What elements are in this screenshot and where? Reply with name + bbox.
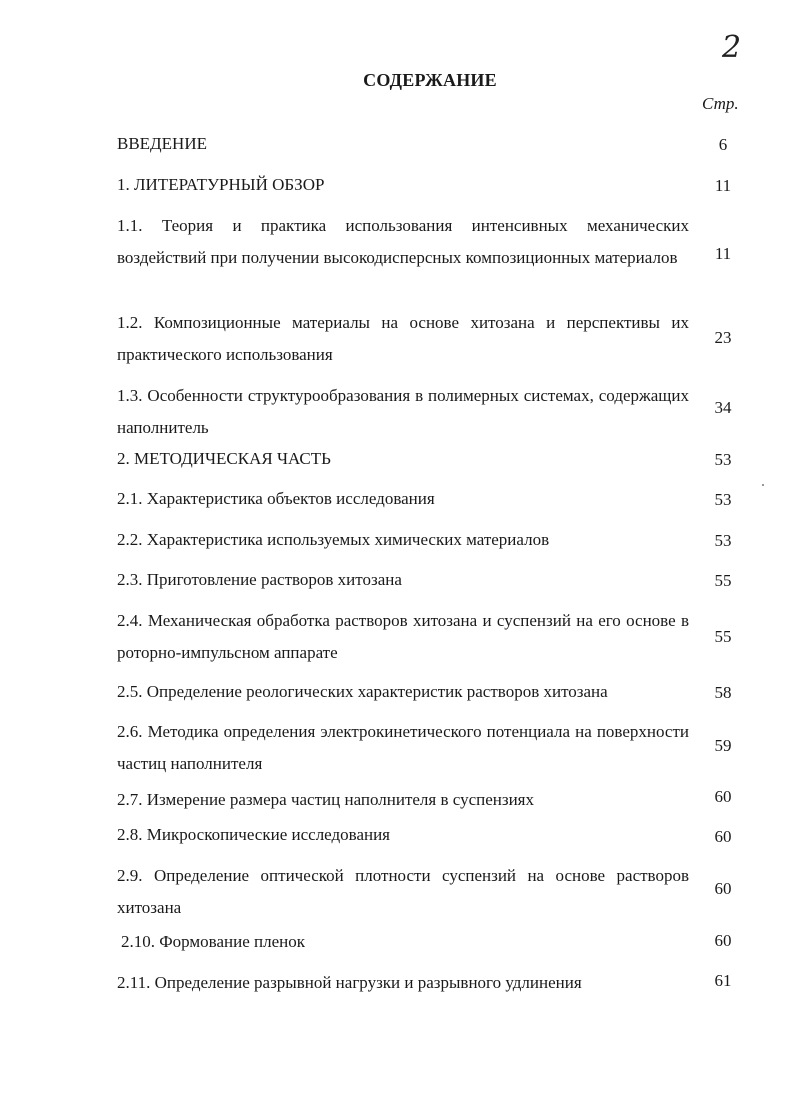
toc-page-2-1: 53: [714, 490, 732, 509]
toc-page-1-2: 23: [714, 328, 732, 347]
toc-entry-2-3: 2.3. Приготовление растворов хитозана: [117, 570, 402, 589]
toc-entry-2-2: 2.2. Характеристика используемых химических материалов: [117, 530, 550, 549]
toc-page-2-6: 59: [714, 736, 732, 755]
toc-entry-1: 1. ЛИТЕРАТУРНЫЙ ОБЗОР: [117, 175, 325, 194]
toc-page-2-5: 58: [714, 683, 732, 702]
toc-entry-2: 2. МЕТОДИЧЕСКАЯ ЧАСТЬ: [117, 449, 331, 468]
toc-entry-2-8: 2.8. Микроскопические исследования: [117, 825, 391, 844]
toc-page-2-3: 55: [714, 571, 732, 590]
toc-page-2-10: 60: [714, 931, 732, 950]
toc-entry-1-3: 1.3. Особенности структурообразования в полимерных системах, содержащих наполнитель: [117, 386, 689, 437]
scan-speck: [762, 484, 764, 486]
page-title: СОДЕРЖАНИЕ: [363, 70, 497, 90]
toc-page-2-7: 60: [714, 787, 732, 806]
toc-page-2-9: 60: [714, 879, 732, 898]
toc-entry-2-6: 2.6. Методика определения электрокинетического потенциала на поверхности частиц наполнителя: [117, 722, 689, 773]
toc-entry-intro: ВВЕДЕНИЕ: [117, 134, 207, 153]
toc-page-2-11: 61: [714, 971, 732, 990]
toc-entry-2-4: 2.4. Механическая обработка растворов хитозана и суспензий на его основе в роторно-импульсном аппарате: [117, 611, 689, 662]
toc-entry-2-10: 2.10. Формование пленок: [121, 932, 306, 951]
toc-page-2-8: 60: [714, 827, 732, 846]
toc-entry-2-1: 2.1. Характеристика объектов исследования: [117, 489, 435, 508]
toc-entry-2-11: 2.11. Определение разрывной нагрузки и разрывного удлинения: [117, 973, 582, 992]
toc-page-intro: 6: [718, 135, 728, 154]
toc-page-2: 53: [714, 450, 732, 469]
toc-page-2-4: 55: [714, 627, 732, 646]
toc-entry-2-9: 2.9. Определение оптической плотности суспензий на основе растворов хитозана: [117, 866, 689, 917]
toc-page-1-3: 34: [714, 398, 732, 417]
toc-page-2-2: 53: [714, 531, 732, 550]
toc-entry-1-1: 1.1. Теория и практика использования интенсивных механических воздействий при получении высокодисперсных композиционных материалов: [117, 216, 689, 267]
toc-entry-1-2: 1.2. Композиционные материалы на основе хитозана и перспективы их практического использования: [117, 313, 689, 364]
handwritten-page-number: 2: [722, 30, 742, 65]
toc-entry-2-5: 2.5. Определение реологических характеристик растворов хитозана: [117, 682, 608, 701]
toc-page-1-1: 11: [714, 244, 732, 263]
toc-page-1: 11: [714, 176, 732, 195]
page-column-header: Стр.: [702, 94, 739, 113]
toc-entry-2-7: 2.7. Измерение размера частиц наполнителя в суспензиях: [117, 790, 534, 809]
